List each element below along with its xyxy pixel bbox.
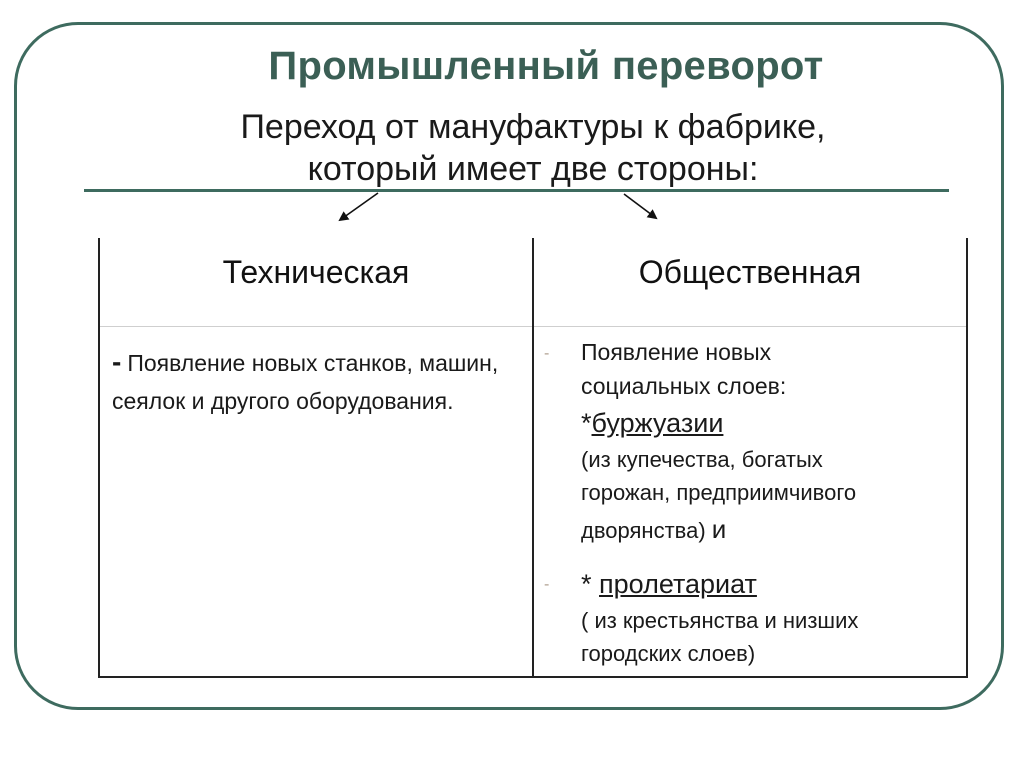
bullet-1-conjunction: и [711,513,727,544]
bourgeoisie-term: буржуазии [591,407,724,438]
bullet-1-line-4: (из купечества, богатых [581,446,823,472]
title-divider [84,189,949,192]
bullet-1-dash: - [544,344,550,362]
sides-table [98,238,968,678]
bullet-2-line-3: городских слоев) [581,640,756,666]
bullet-2-lines [581,564,961,670]
technical-text: Появление новых станков, машин, сеялок и другого оборудования. [112,349,499,414]
cell-social [533,326,967,677]
technical-dash: - [112,345,122,377]
header-social: Общественная [533,238,967,326]
cell-technical [99,326,533,677]
bullet-1-line-2: социальных слоев: [581,372,787,399]
proletariat-term: пролетариат [599,568,757,599]
bourgeoisie-line [581,403,961,443]
proletariat-line [581,564,961,604]
bullet-1-lines [581,335,961,549]
header-technical: Техническая [99,238,533,326]
bullet-2-dash: - [544,575,550,593]
technical-description [112,343,512,420]
subtitle-line-2: который имеет две стороны: [307,150,759,188]
bullet-2-line-2: ( из крестьянства и низших [581,607,859,633]
bullet-1-line-5: горожан, предприимчивого [581,479,857,505]
bourgeoisie-prefix: * [581,407,592,438]
proletariat-prefix: * [581,568,600,599]
subtitle-line-1: Переход от мануфактуры к фабрике, [240,108,826,146]
bullet-1-line-6-text: дворянства) [581,517,706,543]
bullet-1-line-6 [581,509,961,549]
bullet-1-line-1: Появление новых [581,338,772,365]
slide-title: Промышленный переворот [268,44,824,88]
